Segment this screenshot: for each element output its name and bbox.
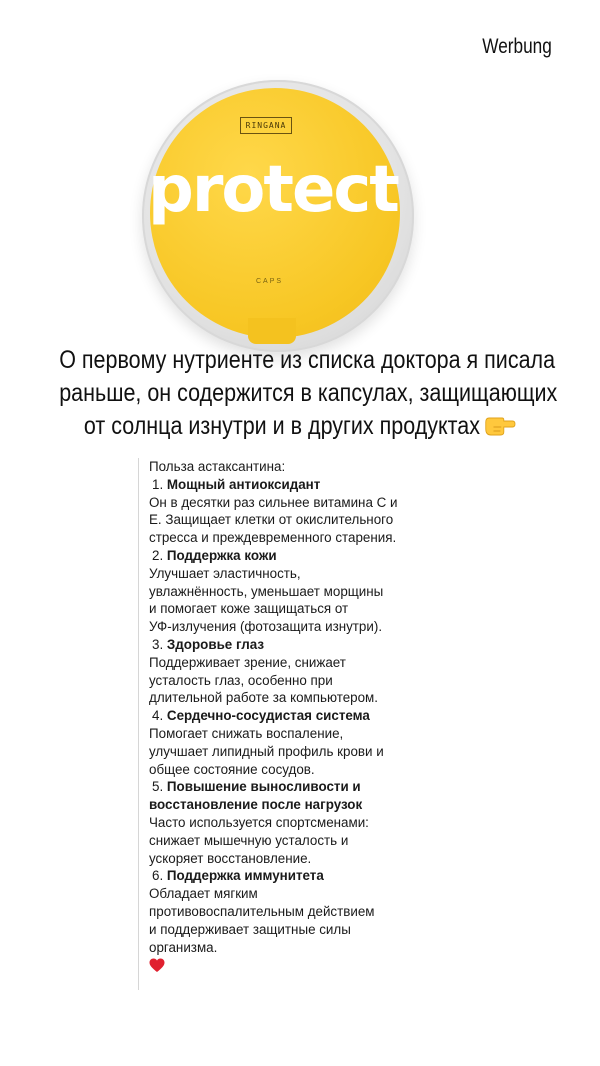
red-heart-icon: [149, 958, 165, 973]
benefit-text: и поддерживает защитные силы: [149, 921, 351, 937]
benefit-text: увлажнённость, уменьшает морщины: [149, 583, 384, 599]
benefit-heading-continued: восстановление после нагрузок: [149, 797, 363, 813]
product-name: protect: [148, 153, 398, 227]
benefit-text: Он в десятки раз сильнее витамина С и: [149, 494, 398, 510]
benefits-title: Польза астаксантина:: [149, 459, 286, 474]
benefit-text: Улучшает эластичность,: [149, 565, 301, 581]
caption-line-text: от солнца изнутри и в других продуктах: [83, 412, 480, 440]
caption-line: [59, 410, 541, 443]
benefit-heading: 6. Поддержка иммунитета: [152, 868, 324, 884]
product-brand: RINGANA: [240, 117, 292, 134]
benefit-text: Поддерживает зрение, снижает: [149, 654, 346, 670]
benefit-text: длительной работе за компьютером.: [149, 690, 378, 706]
benefit-text: общее состояние сосудов.: [149, 761, 315, 777]
benefit-text: усталость глаз, особенно при: [149, 672, 333, 688]
benefit-text: Обладает мягким: [149, 886, 258, 902]
pointing-right-hand-icon: [483, 414, 516, 436]
benefit-text: стресса и преждевременного старения.: [149, 530, 397, 546]
benefit-heading: 1. Мощный антиоксидант: [152, 476, 321, 492]
benefit-text: противовоспалительным действием: [149, 903, 375, 919]
benefit-heading: 5. Повышение выносливости и: [152, 779, 361, 795]
benefit-text: Е. Защищает клетки от окислительного: [149, 512, 394, 528]
benefit-text: ускоряет восстановление.: [149, 850, 312, 866]
benefit-text: Часто используется спортсменами:: [149, 814, 369, 830]
caption-line: раньше, он содержится в капсулах, защищающих: [59, 379, 558, 407]
caption-line: О первому нутриенте из списка доктора я писала: [59, 346, 556, 374]
ad-label: Werbung: [482, 35, 552, 58]
benefit-text: снижает мышечную усталость и: [149, 832, 349, 848]
benefits-card: [138, 458, 468, 990]
benefit-heading: 4. Сердечно-сосудистая система: [152, 708, 370, 724]
benefit-heading: 2. Поддержка кожи: [152, 547, 277, 563]
story-caption: [59, 344, 558, 443]
benefit-text: и помогает коже защищаться от: [149, 601, 349, 617]
benefit-heading: 3. Здоровье глаз: [152, 636, 264, 652]
benefit-text: улучшает липидный профиль крови и: [149, 743, 384, 759]
product-tab: [248, 318, 296, 344]
product-subtitle: CAPS: [256, 278, 284, 285]
benefit-text: Помогает снижать воспаление,: [149, 725, 344, 741]
benefit-text: УФ-излучения (фотозащита изнутри).: [149, 619, 383, 635]
benefit-text: организма.: [149, 939, 218, 955]
